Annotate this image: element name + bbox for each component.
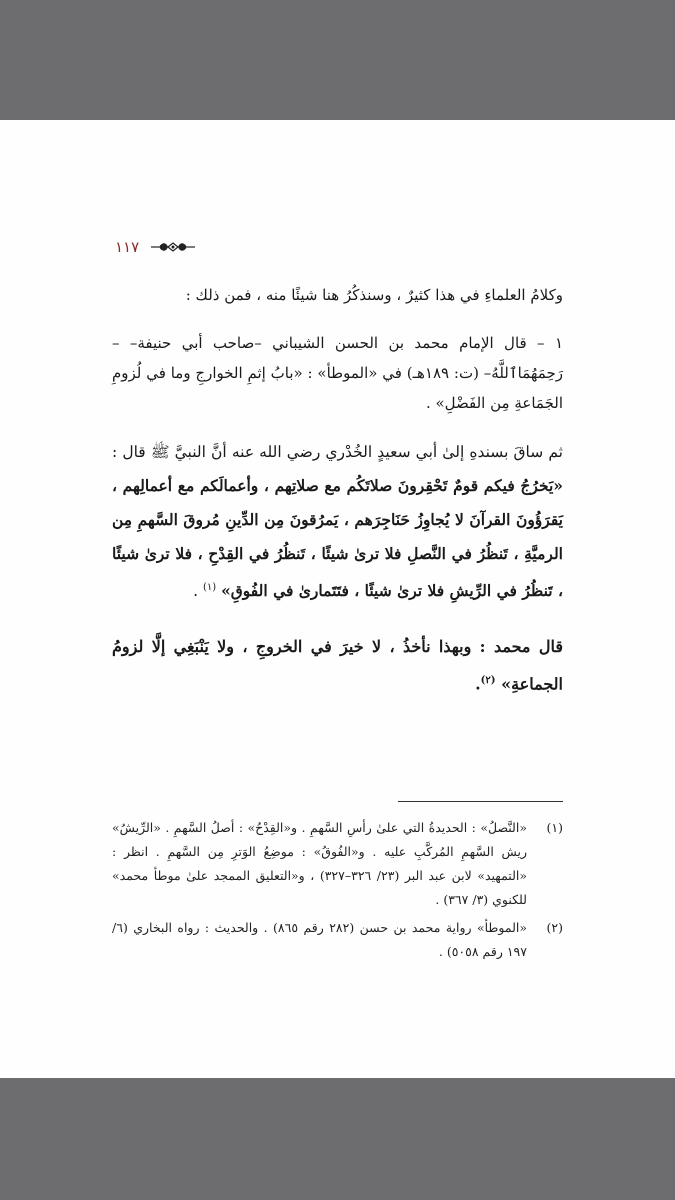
- footnote-number: (٢): [546, 920, 563, 935]
- hadith-intro: ثم ساقَ بسندهِ إلىٰ أبي سعيدٍ الخُدْري رضي الله عنه أنَّ النبيَّ ﷺ قال :: [112, 443, 563, 461]
- footnote-number: (١): [546, 820, 563, 835]
- footnote-item: [112, 816, 563, 912]
- hadith-text: «يَخرُجُ فيكم قومٌ تَحْقِرونَ صلاتَكُم مع صلاتِهم ، وأعمالَكم مع أعمالِهم ، يَقرَؤُونَ القرآنَ لا يُجاوِزُ حَنَاجِرَهم ، يَمرُقونَ مِن الدِّينِ مُروقَ السَّهمِ مِن الرميَّةِ ، تَنظُرُ في النَّصلِ فلا ترىٰ شيئًا ، تَنظُرُ في القِدْحِ ، فلا ترىٰ شيئًا ، تَنظُرُ في الرِّيشِ فلا ترىٰ شيئًا ، فتَتَمارىٰ في الفُوقِ»: [112, 476, 563, 601]
- ornament-icon: [149, 239, 197, 255]
- footnotes: [112, 816, 563, 968]
- page-number: ١١٧: [115, 238, 140, 256]
- hadith-paragraph: ثم ساقَ بسندهِ إلىٰ أبي سعيدٍ الخُدْري رضي الله عنه أنَّ النبيَّ ﷺ قال : «يَخرُجُ فيكم قومٌ تَحْقِرونَ صلاتَكُم مع صلاتِهم ، وأعمالَكم مع أعمالِهم ، يَقرَؤُونَ القرآنَ لا يُجاوِزُ حَنَاجِرَهم ، يَمرُقونَ مِن الدِّينِ مُروقَ السَّهمِ مِن الرميَّةِ ، تَنظُرُ في النَّصلِ فلا ترىٰ شيئًا ، تَنظُرُ في القِدْحِ ، فلا ترىٰ شيئًا ، تَنظُرُ في الرِّيشِ فلا ترىٰ شيئًا ، فتَتَمارىٰ في الفُوقِ» $^{(١)}$ .: [112, 443, 563, 601]
- footnote-item: [112, 916, 563, 964]
- item1-paragraph: ١ – قال الإمام محمد بن الحسن الشيباني –صاحب أبي حنيفة– –رَحِمَهُمَاٱللَّهُ– (ت: ١٨٩هـ) في «الموطأ» : «بابُ إثمِ الخوارجِ وما في لُزومِ الجَمَاعةِ مِن الفَضْلِ» .: [112, 334, 563, 412]
- intro-paragraph: وكلامُ العلماءِ في هذا كثيرٌ ، وسنذكُرُ هنا شيئًا منه ، فمن ذلك :: [185, 286, 563, 304]
- footnote-ref-1: (١): [202, 582, 217, 593]
- bottom-gray-band: [0, 1078, 675, 1200]
- main-text: [112, 280, 563, 719]
- page-header: [115, 238, 197, 256]
- footnote-ref-2: (٢): [480, 675, 496, 687]
- qaul-paragraph: قال محمد : وبهذا نأخذُ ، لا خيرَ في الخروجِ ، ولا يَنْبَغِي إلَّا لزومُ الجماعةِ» $^{(٢)}$.: [112, 637, 563, 694]
- book-page: [0, 120, 675, 1078]
- footnote-text: «الموطأ» رواية محمد بن حسن (٢٨٢ رقم ٨٦٥) . والحديث : رواه البخاري (٦/ ١٩٧ رقم ٥٠٥٨) .: [112, 920, 527, 959]
- footnote-divider: [398, 801, 563, 802]
- footnote-text: «النَّصلُ» : الحديدةُ التي علىٰ رأسِ السَّهمِ . و«القِدْحُ» : أصلُ السَّهمِ . «الرِّيشُ» ريش السَّهمِ المُركَّبِ عليه . و«الفُوقُ» : موضِعُ الوَترِ مِن السَّهمِ . انظر : «التمهيد» لابن عبد البر (٢٣/ ٣٢٦–٣٢٧) ، و«التعليق الممجد علىٰ موطأ محمد» للكنوي (٣/ ٣٦٧) .: [112, 820, 527, 907]
- top-gray-band: [0, 0, 675, 120]
- qaul-text: قال محمد : وبهذا نأخذُ ، لا خيرَ في الخروجِ ، ولا يَنْبَغِي إلَّا لزومُ الجماعةِ»: [112, 637, 563, 694]
